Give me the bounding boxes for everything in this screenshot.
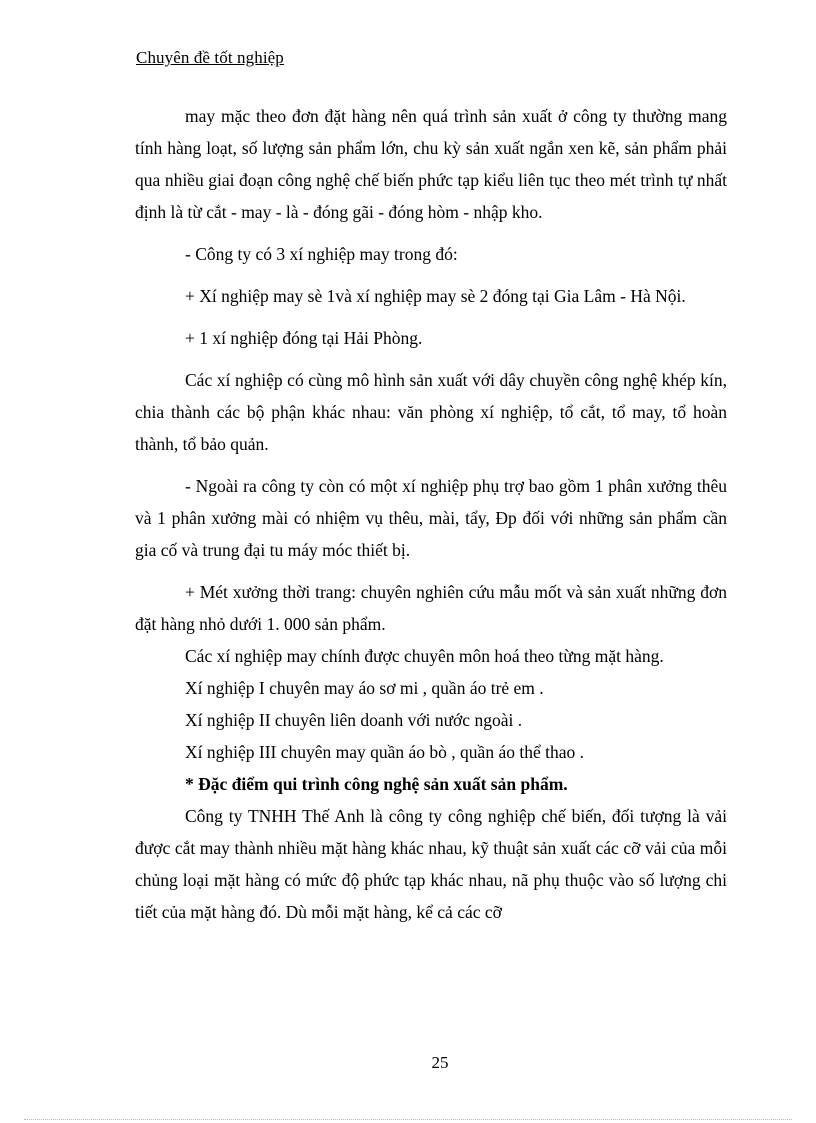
page-number: 25	[431, 1053, 449, 1072]
paragraph-enterprise-ii: Xí nghiệp II chuyên liên doanh với nước ngoài .	[185, 710, 523, 730]
document-body	[135, 100, 727, 928]
paragraph-auxiliary-enterprise: - Ngoài ra công ty còn có một xí nghiệp phụ trợ bao gồm 1 phân xưởng thêu và 1 phân xưởng mài có nhiệm vụ thêu, mài, tẩy, Đp đối với những sản phẩm cần gia cố và trung đại tu máy móc thiết bị.	[135, 476, 727, 560]
paragraph-enterprise-i: Xí nghiệp I chuyên may áo sơ mi , quần áo trẻ em .	[185, 678, 544, 698]
paragraph-enterprise-iii: Xí nghiệp III chuyên may quần áo bò , quần áo thể thao .	[185, 742, 584, 762]
paragraph-gia-lam-enterprises: + Xí nghiệp may sè 1và xí nghiệp may sè 2 đóng tại Gia Lâm - Hà Nội.	[185, 286, 686, 306]
paragraph-specialization: Các xí nghiệp may chính được chuyên môn hoá theo từng mặt hàng.	[185, 646, 664, 666]
section-heading-technology-process: * Đặc điểm qui trình công nghệ sản xuất sản phẩm.	[185, 774, 568, 794]
paragraph-company-description: Công ty TNHH Thế Anh là công ty công nghiệp chế biến, đối tượng là vải được cắt may thành nhiều mặt hàng khác nhau, kỹ thuật sản xuất các cỡ vải của mỗi chủng loại mặt hàng có mức độ phức tạp khác nhau, nã phụ thuộc vào số lượng chi tiết của mặt hàng đó. Dù mỗi mặt hàng, kể cả các cỡ	[135, 806, 727, 922]
paragraph-hai-phong-enterprise: + 1 xí nghiệp đóng tại Hải Phòng.	[185, 328, 423, 348]
paragraph-enterprise-model: Các xí nghiệp có cùng mô hình sản xuất với dây chuyền công nghệ khép kín, chia thành các bộ phận khác nhau: văn phòng xí nghiệp, tổ cắt, tổ may, tổ hoàn thành, tổ bảo quản.	[135, 370, 727, 454]
paragraph-production-process: may mặc theo đơn đặt hàng nên quá trình sản xuất ở công ty thường mang tính hàng loạt, số lượng sản phẩm lớn, chu kỳ sản xuất ngắn xen kẽ, sản phẩm phải qua nhiều giai đoạn công nghệ chế biến phức tạp kiểu liên tục theo mét trình tự nhất định là từ cắt - may - là - đóng gãi - đóng hòm - nhập kho.	[135, 106, 727, 222]
paragraph-fashion-workshop: + Mét xưởng thời trang: chuyên nghiên cứu mẫu mốt và sản xuất những đơn đặt hàng nhỏ dưới 1. 000 sản phẩm.	[135, 582, 727, 634]
page-header-title: Chuyên đề tốt nghiệp	[136, 48, 284, 67]
paragraph-three-enterprises: - Công ty có 3 xí nghiệp may trong đó:	[185, 244, 458, 264]
page-bottom-divider	[24, 1119, 792, 1120]
